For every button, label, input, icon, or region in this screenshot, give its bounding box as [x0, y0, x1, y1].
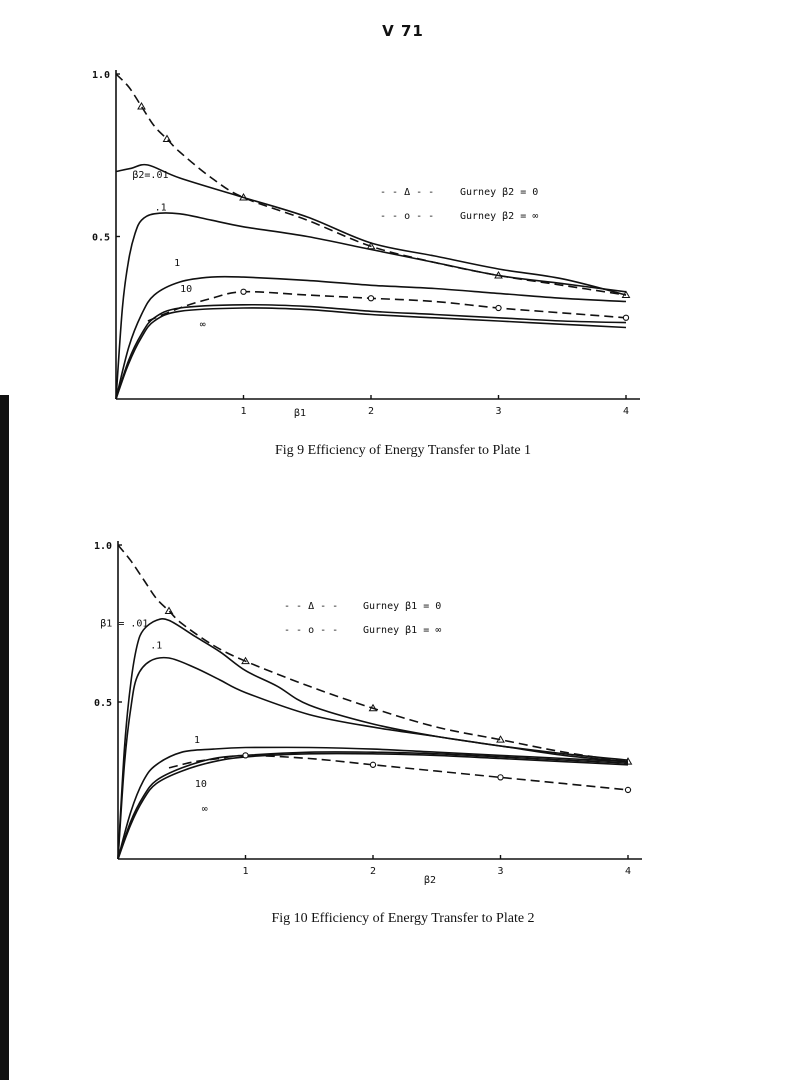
fig9-circle-marker	[241, 289, 246, 294]
fig10-legend-sample: - - o - -	[284, 625, 339, 636]
fig10-chart	[0, 530, 806, 900]
fig9-x-axis-label: β1	[293, 408, 307, 419]
fig10-curve-label: .1	[150, 640, 163, 652]
fig10-series-line	[118, 753, 628, 859]
fig10-y-tick-label: 0.5	[93, 698, 112, 709]
fig9-x-tick-label: 1	[240, 406, 247, 417]
fig10-circle-marker	[370, 762, 375, 767]
page-number: V 71	[382, 22, 424, 40]
fig9-curve-label: ∞	[199, 319, 206, 331]
fig9-y-tick-label: 1.0	[91, 70, 110, 81]
fig10-curve-label: 1	[194, 734, 201, 746]
fig9-circle-marker	[496, 305, 501, 310]
fig10-circle-marker	[625, 787, 630, 792]
fig9-circle-marker	[368, 296, 373, 301]
fig9-caption: Fig 9 Efficiency of Energy Transfer to Plate 1	[274, 443, 532, 458]
fig10-curve-label: β1 = .01	[100, 618, 149, 630]
fig10-x-tick-label: 3	[497, 866, 504, 877]
fig10-caption: Fig 10 Efficiency of Energy Transfer to Plate 2	[271, 911, 535, 926]
fig10-y-tick-label: 1.0	[93, 541, 112, 552]
fig9-series-line	[116, 305, 626, 399]
fig9-legend-sample: - - o - -	[380, 211, 435, 222]
fig9-chart	[0, 60, 806, 430]
fig10-series-line	[118, 545, 628, 762]
fig9-series-line	[116, 165, 626, 295]
fig10-triangle-marker	[166, 607, 173, 613]
fig9-triangle-marker	[138, 103, 145, 109]
fig9-series-line	[148, 292, 626, 321]
fig9-legend-text: Gurney β2 = 0	[460, 187, 539, 198]
fig9-x-tick-label: 4	[622, 406, 630, 417]
fig9-series-line	[116, 277, 626, 399]
fig9-series-line	[116, 308, 626, 399]
fig9-series-line	[116, 74, 626, 295]
fig9-circle-marker	[623, 315, 628, 320]
fig9-legend-text: Gurney β2 = ∞	[460, 211, 539, 222]
fig9-curve-label: 10	[180, 283, 193, 295]
fig9-triangle-marker	[164, 136, 171, 142]
fig10-x-tick-label: 1	[242, 866, 249, 877]
fig9-curve-label: 1	[174, 257, 181, 269]
fig9-x-tick-label: 2	[367, 406, 375, 417]
fig10-curve-label: ∞	[201, 803, 208, 815]
fig10-circle-marker	[498, 775, 503, 780]
fig10-legend-sample: - - Δ - -	[284, 601, 339, 612]
fig10-circle-marker	[243, 753, 248, 758]
fig9-curve-label: .1	[154, 202, 167, 214]
fig10-legend-text: Gurney β1 = ∞	[363, 625, 442, 636]
fig10-curve-label: 10	[194, 778, 207, 790]
fig10-x-tick-label: 2	[369, 866, 377, 877]
fig9-curve-label: β2=.01	[132, 170, 169, 181]
fig10-legend-text: Gurney β1 = 0	[363, 601, 442, 612]
fig10-x-axis-label: β2	[423, 875, 437, 886]
fig10-series-line	[118, 752, 628, 859]
fig9-legend-sample: - - Δ - -	[380, 187, 435, 198]
fig9-x-tick-label: 3	[495, 406, 502, 417]
fig9-y-tick-label: 0.5	[91, 232, 110, 244]
fig10-x-tick-label: 4	[624, 866, 632, 877]
